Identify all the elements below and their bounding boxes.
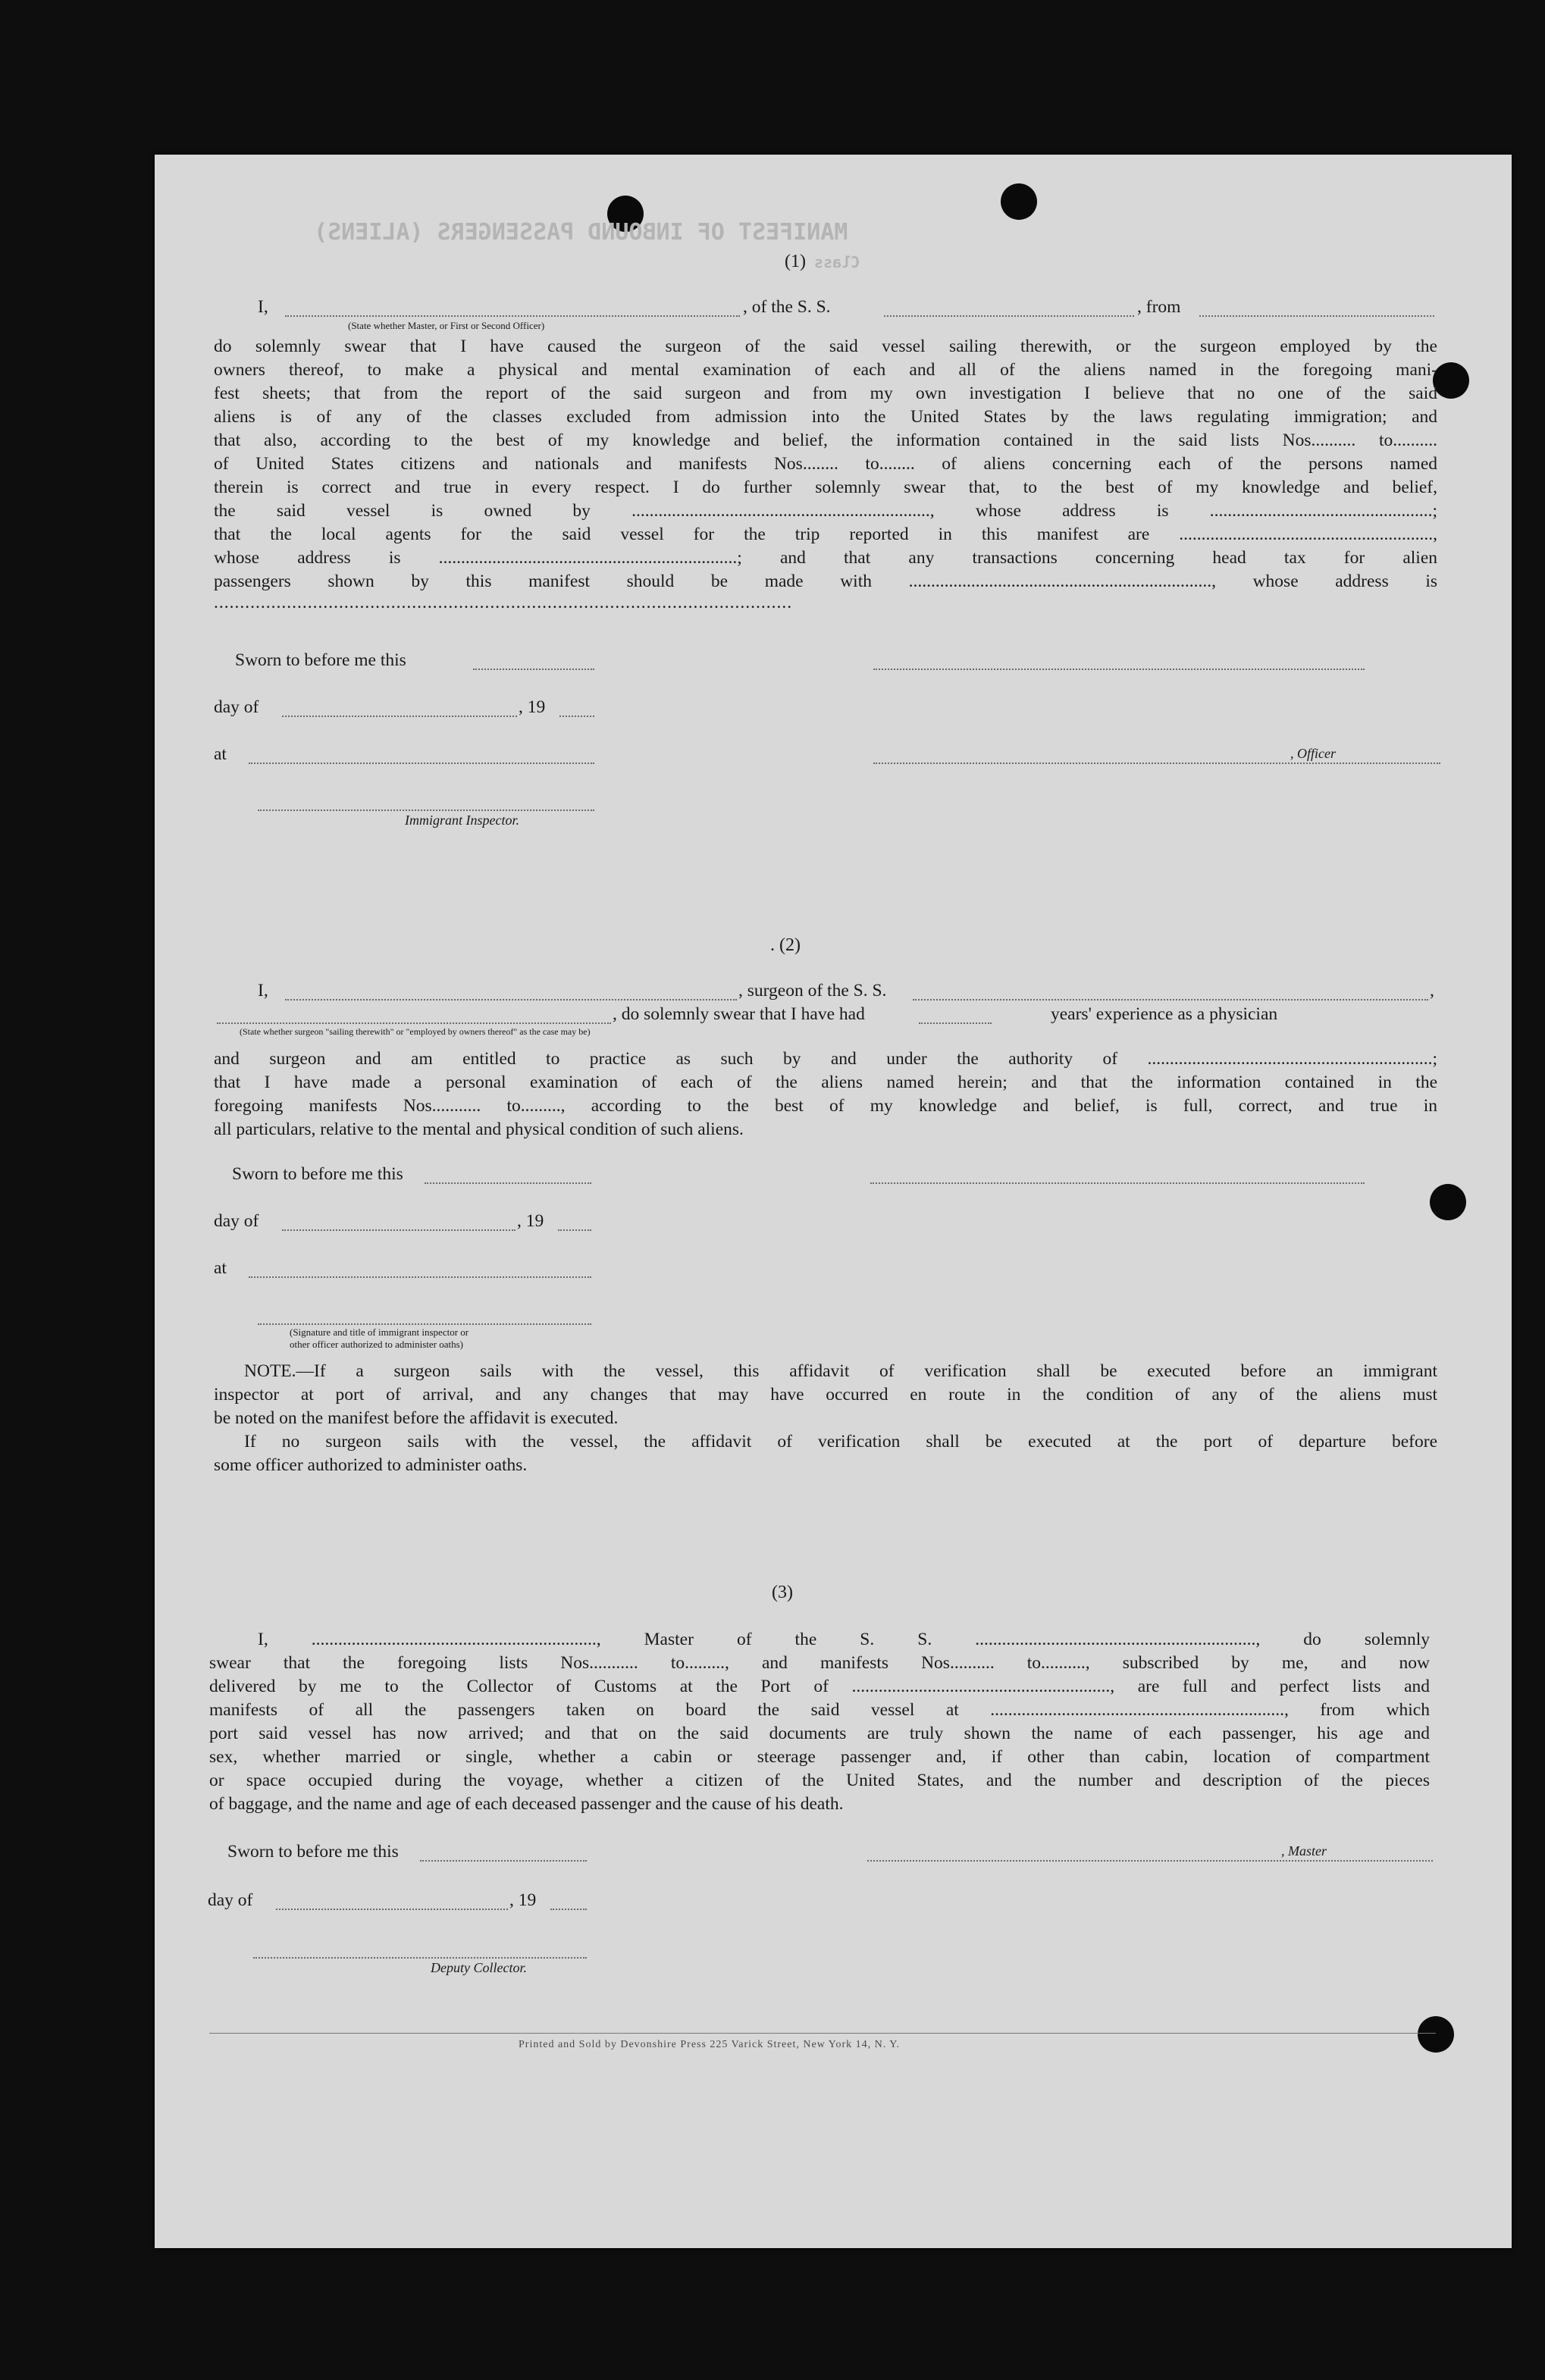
signature-line (873, 763, 1440, 764)
blank-line (913, 999, 1428, 1001)
signature-line (258, 810, 594, 811)
signature-line (873, 669, 1365, 670)
signature-line (867, 1860, 1433, 1862)
affidavit-line: manifests of all the passengers taken on board the said vessel at .................................................................., from which (209, 1700, 1430, 1720)
note-line: If no surgeon sails with the vessel, the affidavit of verification shall be executed at the port of departure before (244, 1432, 1437, 1451)
officer-signature-label: , Officer (1290, 746, 1336, 761)
sworn-label: Sworn to before me this (232, 1164, 403, 1184)
collector-signature-label: Deputy Collector. (431, 1960, 527, 1975)
note-line: be noted on the manifest before the affidavit is executed. (214, 1408, 619, 1428)
punch-hole (1433, 362, 1469, 399)
affidavit-line: that the local agents for the said vessel for the trip reported in this manifest are ........................................................., (214, 525, 1437, 544)
printer-imprint: Printed and Sold by Devonshire Press 225 Varick Street, New York 14, N. Y. (519, 2039, 901, 2050)
affidavit-line: sex, whether married or single, whether a cabin or steerage passenger and, if other than cabin, location of compartment (209, 1747, 1430, 1767)
at-label: at (214, 1258, 227, 1278)
affidavit-line: that also, according to the best of my knowledge and belief, the information contained in the said lists Nos.......... to.......... (214, 431, 1437, 450)
affiant-prefix: I, (258, 297, 268, 317)
affidavit-line: ............................................................................................................... (214, 593, 793, 612)
signature-line (258, 1323, 591, 1325)
affidavit-line: I, ................................................................, Master of the S. S. ..............................................................., do solemnly (258, 1630, 1430, 1649)
affidavit-text: , do solemnly swear that I have had (613, 1004, 865, 1024)
section-number: . (2) (770, 935, 801, 955)
affidavit-line: foregoing manifests Nos........... to........., according to the best of my knowledge and belief, is full, correct, and true in (214, 1096, 1437, 1116)
officer-rank-note: (State whether Master, or First or Second Officer) (348, 320, 545, 331)
blank-line (276, 1909, 508, 1910)
sworn-label: Sworn to before me this (227, 1842, 399, 1862)
affidavit-line: passengers shown by this manifest should be made with ...................................................................., whose address is (214, 572, 1437, 591)
punch-hole (1001, 183, 1037, 220)
note-line: inspector at port of arrival, and any changes that may have occurred en route in the condition of any of the aliens must (214, 1385, 1437, 1405)
ghost-header-text: Class (814, 253, 860, 271)
section-number: (1) (785, 252, 806, 271)
day-of-label: day of (214, 1211, 259, 1231)
affidavit-line: that I have made a personal examination of each of the aliens named herein; and that the information contained in the (214, 1073, 1437, 1092)
affidavit-line: fest sheets; that from the report of the said surgeon and from my own investigation I believe that no one of the said (214, 384, 1437, 403)
blank-line (550, 1909, 587, 1910)
from-label: , from (1137, 297, 1181, 317)
blank-line (919, 1022, 992, 1024)
blank-line (249, 1276, 591, 1278)
affidavit-line: or space occupied during the voyage, whether a citizen of the United States, and the number and description of the pieces (209, 1771, 1430, 1790)
blank-line (249, 763, 594, 764)
blank-line (420, 1860, 587, 1862)
day-of-label: day of (208, 1890, 253, 1910)
affiant-prefix: I, (258, 981, 268, 1001)
signature-title-note: (Signature and title of immigrant inspector or (290, 1326, 469, 1338)
affidavit-text: years' experience as a physician (1051, 1004, 1278, 1024)
blank-line (884, 315, 1134, 317)
at-label: at (214, 744, 227, 764)
blank-line (425, 1182, 591, 1184)
blank-line (282, 1229, 516, 1231)
surgeon-vessel-label: , surgeon of the S. S. (738, 981, 887, 1001)
blank-line (285, 999, 737, 1001)
affidavit-line: all particulars, relative to the mental and physical condition of such aliens. (214, 1120, 744, 1139)
blank-line (558, 1229, 591, 1231)
blank-line (217, 1022, 611, 1024)
year-label: , 19 (519, 697, 546, 717)
affidavit-line: and surgeon and am entitled to practice as such by and under the authority of ................................................................; (214, 1049, 1437, 1069)
affidavit-line: whose address is ...................................................................; and that any transactions concerning head tax for alien (214, 548, 1437, 568)
year-label: , 19 (517, 1211, 544, 1231)
signature-line (253, 1957, 587, 1959)
note-line: NOTE.—If a surgeon sails with the vessel, this affidavit of verification shall be executed before an immigrant (244, 1361, 1437, 1381)
master-signature-label: , Master (1281, 1843, 1327, 1859)
affidavit-line: of United States citizens and nationals and manifests Nos........ to........ of aliens concerning each of the persons named (214, 454, 1437, 474)
sworn-label: Sworn to before me this (235, 650, 406, 670)
day-of-label: day of (214, 697, 259, 717)
blank-line (282, 716, 517, 717)
affidavit-line: do solemnly swear that I have caused the surgeon of the said vessel sailing therewith, or the surgeon employed by the (214, 337, 1437, 356)
blank-line (1199, 315, 1434, 317)
signature-line (870, 1182, 1365, 1184)
affidavit-line: swear that the foregoing lists Nos........... to........., and manifests Nos.......... to.........., subscribed by me, and now (209, 1653, 1430, 1673)
blank-line (559, 716, 594, 717)
manifest-page (155, 155, 1512, 2248)
year-label: , 19 (509, 1890, 537, 1910)
affidavit-line: therein is correct and true in every respect. I do further solemnly swear that, to the best of my knowledge and belief, (214, 478, 1437, 497)
punch-hole (1430, 1184, 1466, 1220)
section-number: (3) (772, 1583, 793, 1602)
blank-line (285, 315, 740, 317)
vessel-label: , of the S. S. (743, 297, 831, 317)
footer-rule (209, 2033, 1436, 2034)
affidavit-line: delivered by me to the Collector of Customs at the Port of .........................................................., are full and perfect lists and (209, 1677, 1430, 1696)
ghost-header-text: MANIFEST OF INBOUND PASSENGERS (ALIENS) (314, 219, 848, 246)
signature-title-note: other officer authorized to administer oaths) (290, 1339, 463, 1350)
punch-hole (1418, 2016, 1454, 2053)
note-line: some officer authorized to administer oaths. (214, 1455, 528, 1475)
affidavit-line: aliens is of any of the classes excluded from admission into the United States by the laws regulating immigration; and (214, 407, 1437, 427)
affidavit-line: the said vessel is owned by ..................................................................., whose address is ..................................................; (214, 501, 1437, 521)
affidavit-line: owners thereof, to make a physical and mental examination of each and all of the aliens named in the foregoing mani- (214, 360, 1437, 380)
affidavit-text: , (1430, 981, 1434, 1001)
affidavit-line: port said vessel has now arrived; and that on the said documents are truly shown the name of each passenger, his age and (209, 1724, 1430, 1743)
affidavit-line: of baggage, and the name and age of each deceased passenger and the cause of his death. (209, 1794, 844, 1814)
surgeon-type-note: (State whether surgeon "sailing therewith" or "employed by owners thereof" as the case may be) (240, 1026, 591, 1037)
inspector-signature-label: Immigrant Inspector. (405, 813, 519, 828)
blank-line (473, 669, 594, 670)
